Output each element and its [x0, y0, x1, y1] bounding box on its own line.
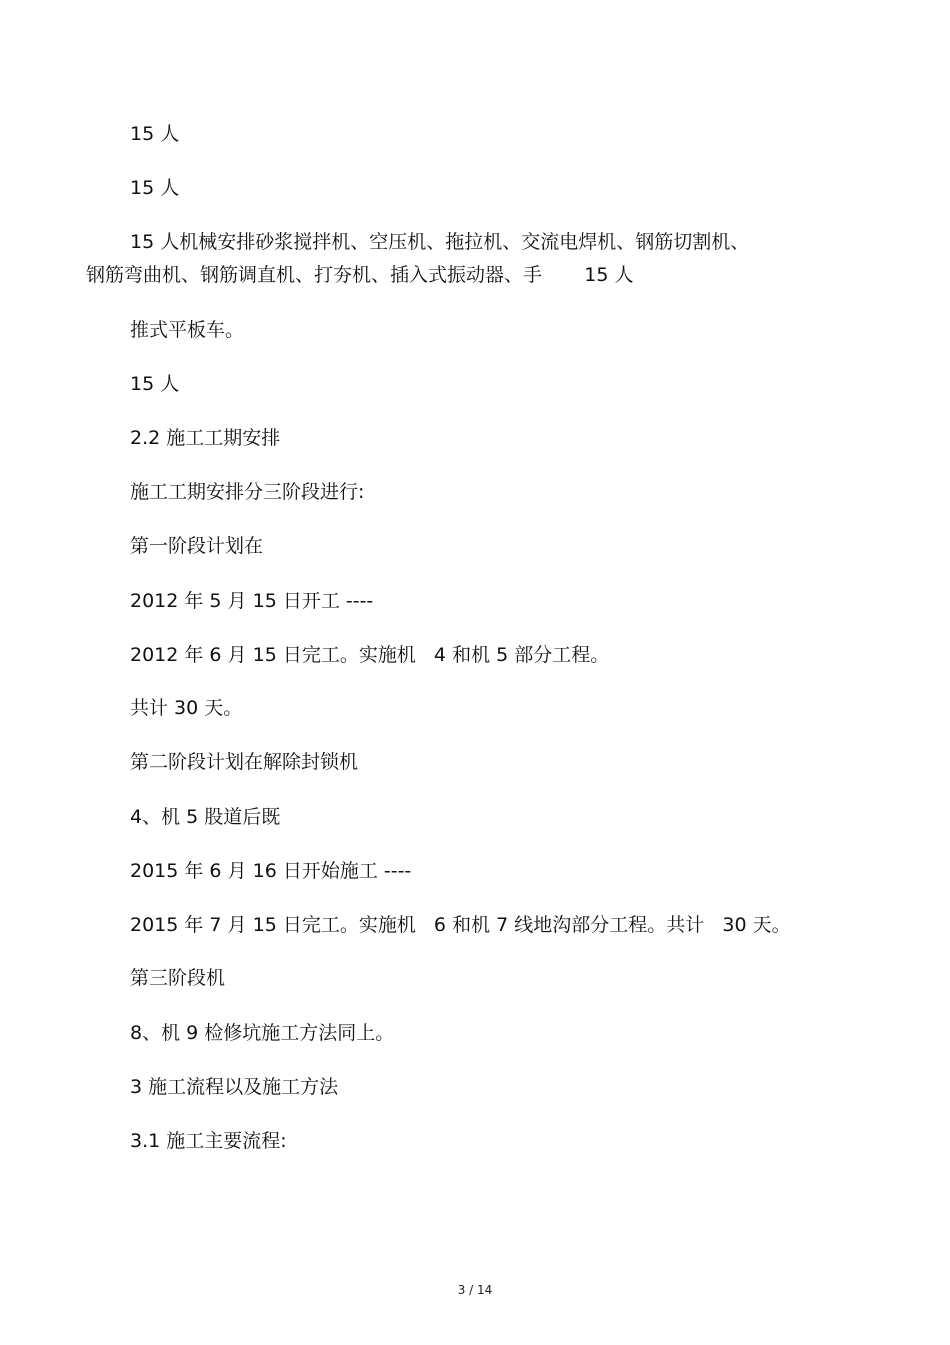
text-line: 第三阶段机 [130, 967, 226, 989]
text-line: 2012 年 6 月 15 日完工。实施机 4 和机 5 部分工程。 [130, 644, 610, 666]
text-line: 8、机 9 检修坑施工方法同上。 [130, 1022, 395, 1044]
text-line: 15 人 [130, 373, 180, 395]
text-line: 第二阶段计划在解除封锁机 [130, 751, 359, 773]
text-line: 15 人 [130, 123, 180, 145]
subsection-heading: 3.1 施工主要流程: [130, 1130, 287, 1152]
text-line: 推式平板车。 [130, 319, 245, 341]
text-line: 2012 年 5 月 15 日开工 ---- [130, 590, 374, 612]
section-heading: 3 施工流程以及施工方法 [130, 1076, 339, 1098]
page-number: 3 / 14 [457, 1283, 493, 1297]
text-line: 15 人 [130, 177, 180, 199]
text-line: 第一阶段计划在 [130, 535, 264, 557]
text-line: 2015 年 6 月 16 日开始施工 ---- [130, 860, 412, 882]
text-line: 钢筋弯曲机、钢筋调直机、打夯机、插入式振动器、手 15 人 [86, 264, 634, 286]
text-line: 共计 30 天。 [130, 697, 243, 719]
text-line: 15 人机械安排砂浆搅拌机、空压机、拖拉机、交流电焊机、钢筋切割机、 [130, 231, 750, 253]
text-line: 2015 年 7 月 15 日完工。实施机 6 和机 7 线地沟部分工程。共计 30 天。 [130, 914, 791, 936]
text-line: 4、机 5 股道后既 [130, 806, 281, 828]
text-line: 施工工期安排分三阶段进行: [130, 481, 365, 503]
section-heading: 2.2 施工工期安排 [130, 427, 281, 449]
